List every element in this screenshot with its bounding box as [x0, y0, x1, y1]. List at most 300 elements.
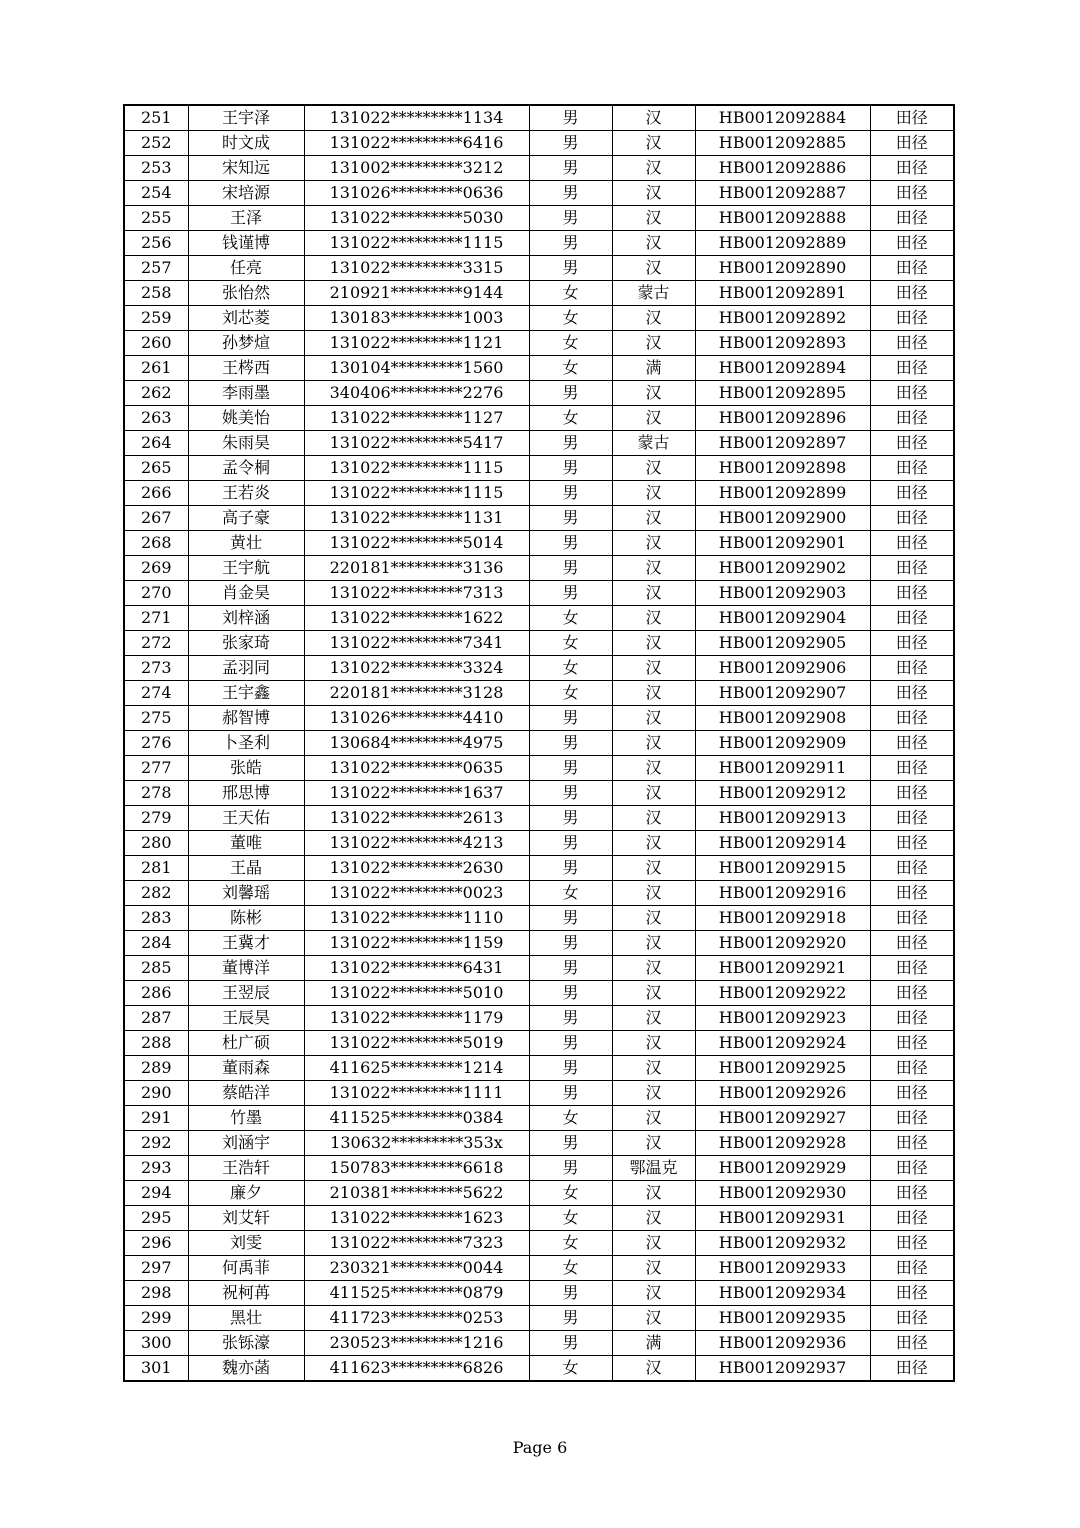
ethnicity-cell: 汉: [612, 756, 695, 781]
name-cell: 董博洋: [188, 956, 304, 981]
gender-cell: 女: [529, 1206, 612, 1231]
row-number: 278: [124, 781, 188, 806]
sport-cell: 田径: [870, 1006, 954, 1031]
gender-cell: 男: [529, 105, 612, 131]
gender-cell: 男: [529, 1006, 612, 1031]
gender-cell: 女: [529, 656, 612, 681]
table-row: [124, 456, 954, 481]
ethnicity-cell: 汉: [612, 1231, 695, 1256]
sport-cell: 田径: [870, 1131, 954, 1156]
registration-code-cell: HB0012092928: [695, 1131, 870, 1156]
registration-code-cell: HB0012092889: [695, 231, 870, 256]
name-cell: 卜圣利: [188, 731, 304, 756]
name-cell: 祝柯苒: [188, 1281, 304, 1306]
table-row: [124, 756, 954, 781]
page-number: Page 6: [512, 1438, 568, 1457]
row-number: 285: [124, 956, 188, 981]
sport-cell: 田径: [870, 231, 954, 256]
registration-code-cell: HB0012092909: [695, 731, 870, 756]
ethnicity-cell: 汉: [612, 181, 695, 206]
gender-cell: 男: [529, 256, 612, 281]
ethnicity-cell: 汉: [612, 981, 695, 1006]
id-number-cell: 131022*********6431: [304, 956, 529, 981]
gender-cell: 男: [529, 1306, 612, 1331]
sport-cell: 田径: [870, 1331, 954, 1356]
row-number: 277: [124, 756, 188, 781]
gender-cell: 男: [529, 156, 612, 181]
sport-cell: 田径: [870, 681, 954, 706]
gender-cell: 女: [529, 1106, 612, 1131]
id-number-cell: 131022*********0635: [304, 756, 529, 781]
gender-cell: 男: [529, 531, 612, 556]
id-number-cell: 131022*********1115: [304, 481, 529, 506]
gender-cell: 男: [529, 231, 612, 256]
gender-cell: 女: [529, 1356, 612, 1382]
gender-cell: 女: [529, 881, 612, 906]
id-number-cell: 230321*********0044: [304, 1256, 529, 1281]
row-number: 256: [124, 231, 188, 256]
ethnicity-cell: 鄂温克: [612, 1156, 695, 1181]
table-row: [124, 105, 954, 131]
name-cell: 黑壮: [188, 1306, 304, 1331]
table-row: [124, 231, 954, 256]
registration-code-cell: HB0012092906: [695, 656, 870, 681]
row-number: 275: [124, 706, 188, 731]
sport-cell: 田径: [870, 731, 954, 756]
name-cell: 邢思博: [188, 781, 304, 806]
registration-code-cell: HB0012092915: [695, 856, 870, 881]
sport-cell: 田径: [870, 1031, 954, 1056]
name-cell: 杜广硕: [188, 1031, 304, 1056]
name-cell: 张皓: [188, 756, 304, 781]
ethnicity-cell: 汉: [612, 656, 695, 681]
gender-cell: 男: [529, 506, 612, 531]
table-row: [124, 281, 954, 306]
sport-cell: 田径: [870, 1306, 954, 1331]
registration-code-cell: HB0012092894: [695, 356, 870, 381]
id-number-cell: 130632*********353x: [304, 1131, 529, 1156]
ethnicity-cell: 汉: [612, 1131, 695, 1156]
table-row: [124, 856, 954, 881]
name-cell: 董雨森: [188, 1056, 304, 1081]
id-number-cell: 340406*********2276: [304, 381, 529, 406]
registration-code-cell: HB0012092913: [695, 806, 870, 831]
id-number-cell: 131022*********2630: [304, 856, 529, 881]
ethnicity-cell: 汉: [612, 481, 695, 506]
sport-cell: 田径: [870, 281, 954, 306]
gender-cell: 女: [529, 406, 612, 431]
ethnicity-cell: 汉: [612, 731, 695, 756]
registration-code-cell: HB0012092922: [695, 981, 870, 1006]
sport-cell: 田径: [870, 931, 954, 956]
id-number-cell: 131022*********1159: [304, 931, 529, 956]
ethnicity-cell: 汉: [612, 906, 695, 931]
ethnicity-cell: 汉: [612, 931, 695, 956]
name-cell: 王冀才: [188, 931, 304, 956]
registration-code-cell: HB0012092914: [695, 831, 870, 856]
name-cell: 孟令桐: [188, 456, 304, 481]
name-cell: 刘梓涵: [188, 606, 304, 631]
row-number: 288: [124, 1031, 188, 1056]
name-cell: 魏亦菡: [188, 1356, 304, 1382]
row-number: 259: [124, 306, 188, 331]
ethnicity-cell: 汉: [612, 1281, 695, 1306]
name-cell: 高子豪: [188, 506, 304, 531]
name-cell: 李雨墨: [188, 381, 304, 406]
registration-code-cell: HB0012092921: [695, 956, 870, 981]
table-row: [124, 1056, 954, 1081]
name-cell: 廉夕: [188, 1181, 304, 1206]
id-number-cell: 150783*********6618: [304, 1156, 529, 1181]
sport-cell: 田径: [870, 256, 954, 281]
registration-code-cell: HB0012092899: [695, 481, 870, 506]
ethnicity-cell: 汉: [612, 1256, 695, 1281]
gender-cell: 男: [529, 1156, 612, 1181]
gender-cell: 男: [529, 706, 612, 731]
registration-code-cell: HB0012092892: [695, 306, 870, 331]
table-row: [124, 256, 954, 281]
ethnicity-cell: 汉: [612, 706, 695, 731]
sport-cell: 田径: [870, 1256, 954, 1281]
gender-cell: 男: [529, 431, 612, 456]
table-row: [124, 131, 954, 156]
id-number-cell: 131022*********1121: [304, 331, 529, 356]
name-cell: 张怡然: [188, 281, 304, 306]
table-row: [124, 1181, 954, 1206]
row-number: 260: [124, 331, 188, 356]
table-row: [124, 331, 954, 356]
registration-code-cell: HB0012092886: [695, 156, 870, 181]
name-cell: 时文成: [188, 131, 304, 156]
gender-cell: 男: [529, 906, 612, 931]
row-number: 271: [124, 606, 188, 631]
registration-code-cell: HB0012092907: [695, 681, 870, 706]
id-number-cell: 131022*********5417: [304, 431, 529, 456]
table-row: [124, 406, 954, 431]
name-cell: 任亮: [188, 256, 304, 281]
row-number: 276: [124, 731, 188, 756]
gender-cell: 女: [529, 331, 612, 356]
sport-cell: 田径: [870, 156, 954, 181]
gender-cell: 男: [529, 381, 612, 406]
registration-code-cell: HB0012092923: [695, 1006, 870, 1031]
ethnicity-cell: 汉: [612, 1206, 695, 1231]
gender-cell: 男: [529, 831, 612, 856]
table-row: [124, 631, 954, 656]
ethnicity-cell: 汉: [612, 1006, 695, 1031]
table-row: [124, 306, 954, 331]
ethnicity-cell: 汉: [612, 331, 695, 356]
table-row: [124, 606, 954, 631]
id-number-cell: 131022*********0023: [304, 881, 529, 906]
id-number-cell: 220181*********3128: [304, 681, 529, 706]
gender-cell: 男: [529, 931, 612, 956]
row-number: 286: [124, 981, 188, 1006]
table-row: [124, 681, 954, 706]
sport-cell: 田径: [870, 1231, 954, 1256]
sport-cell: 田径: [870, 631, 954, 656]
table-row: [124, 1106, 954, 1131]
ethnicity-cell: 蒙古: [612, 281, 695, 306]
id-number-cell: 131026*********0636: [304, 181, 529, 206]
sport-cell: 田径: [870, 331, 954, 356]
name-cell: 刘雯: [188, 1231, 304, 1256]
name-cell: 刘芯菱: [188, 306, 304, 331]
sport-cell: 田径: [870, 406, 954, 431]
gender-cell: 男: [529, 456, 612, 481]
row-number: 296: [124, 1231, 188, 1256]
registration-code-cell: HB0012092918: [695, 906, 870, 931]
name-cell: 王若炎: [188, 481, 304, 506]
table-row: [124, 381, 954, 406]
name-cell: 张家琦: [188, 631, 304, 656]
gender-cell: 男: [529, 756, 612, 781]
gender-cell: 女: [529, 1181, 612, 1206]
sport-cell: 田径: [870, 181, 954, 206]
gender-cell: 女: [529, 356, 612, 381]
ethnicity-cell: 汉: [612, 1306, 695, 1331]
id-number-cell: 411625*********1214: [304, 1056, 529, 1081]
registration-code-cell: HB0012092888: [695, 206, 870, 231]
id-number-cell: 130104*********1560: [304, 356, 529, 381]
registration-code-cell: HB0012092904: [695, 606, 870, 631]
registration-code-cell: HB0012092936: [695, 1331, 870, 1356]
ethnicity-cell: 汉: [612, 306, 695, 331]
table-row: [124, 981, 954, 1006]
ethnicity-cell: 汉: [612, 831, 695, 856]
registration-code-cell: HB0012092885: [695, 131, 870, 156]
ethnicity-cell: 满: [612, 356, 695, 381]
row-number: 281: [124, 856, 188, 881]
table-row: [124, 531, 954, 556]
gender-cell: 男: [529, 206, 612, 231]
id-number-cell: 131022*********1110: [304, 906, 529, 931]
row-number: 298: [124, 1281, 188, 1306]
table-row: [124, 356, 954, 381]
registration-code-cell: HB0012092912: [695, 781, 870, 806]
table-row: [124, 1256, 954, 1281]
ethnicity-cell: 汉: [612, 1356, 695, 1382]
sport-cell: 田径: [870, 381, 954, 406]
registration-code-cell: HB0012092884: [695, 105, 870, 131]
gender-cell: 男: [529, 731, 612, 756]
row-number: 293: [124, 1156, 188, 1181]
sport-cell: 田径: [870, 606, 954, 631]
sport-cell: 田径: [870, 906, 954, 931]
table-row: [124, 1206, 954, 1231]
ethnicity-cell: 汉: [612, 681, 695, 706]
table-row: [124, 1231, 954, 1256]
name-cell: 孟羽同: [188, 656, 304, 681]
name-cell: 肖金昊: [188, 581, 304, 606]
name-cell: 王梣西: [188, 356, 304, 381]
id-number-cell: 210921*********9144: [304, 281, 529, 306]
id-number-cell: 131022*********1179: [304, 1006, 529, 1031]
id-number-cell: 131022*********5030: [304, 206, 529, 231]
sport-cell: 田径: [870, 531, 954, 556]
ethnicity-cell: 汉: [612, 631, 695, 656]
ethnicity-cell: 汉: [612, 256, 695, 281]
registration-code-cell: HB0012092925: [695, 1056, 870, 1081]
row-number: 279: [124, 806, 188, 831]
registration-code-cell: HB0012092932: [695, 1231, 870, 1256]
table-row: [124, 781, 954, 806]
ethnicity-cell: 汉: [612, 556, 695, 581]
name-cell: 姚美怡: [188, 406, 304, 431]
sport-cell: 田径: [870, 1206, 954, 1231]
row-number: 257: [124, 256, 188, 281]
table-row: [124, 931, 954, 956]
row-number: 269: [124, 556, 188, 581]
table-row: [124, 556, 954, 581]
registration-code-cell: HB0012092916: [695, 881, 870, 906]
table-row: [124, 431, 954, 456]
row-number: 267: [124, 506, 188, 531]
registration-code-cell: HB0012092934: [695, 1281, 870, 1306]
table-row: [124, 731, 954, 756]
row-number: 297: [124, 1256, 188, 1281]
gender-cell: 男: [529, 556, 612, 581]
gender-cell: 男: [529, 806, 612, 831]
id-number-cell: 131022*********4213: [304, 831, 529, 856]
sport-cell: 田径: [870, 706, 954, 731]
id-number-cell: 131022*********1127: [304, 406, 529, 431]
sport-cell: 田径: [870, 581, 954, 606]
row-number: 255: [124, 206, 188, 231]
id-number-cell: 210381*********5622: [304, 1181, 529, 1206]
row-number: 287: [124, 1006, 188, 1031]
id-number-cell: 131022*********7313: [304, 581, 529, 606]
table-row: [124, 206, 954, 231]
id-number-cell: 131022*********2613: [304, 806, 529, 831]
sport-cell: 田径: [870, 431, 954, 456]
ethnicity-cell: 汉: [612, 856, 695, 881]
registration-code-cell: HB0012092926: [695, 1081, 870, 1106]
row-number: 290: [124, 1081, 188, 1106]
gender-cell: 女: [529, 606, 612, 631]
gender-cell: 男: [529, 981, 612, 1006]
name-cell: 刘馨瑶: [188, 881, 304, 906]
row-number: 258: [124, 281, 188, 306]
sport-cell: 田径: [870, 356, 954, 381]
ethnicity-cell: 汉: [612, 881, 695, 906]
gender-cell: 女: [529, 1231, 612, 1256]
table-row: [124, 1031, 954, 1056]
ethnicity-cell: 汉: [612, 1181, 695, 1206]
ethnicity-cell: 汉: [612, 581, 695, 606]
registration-code-cell: HB0012092908: [695, 706, 870, 731]
table-row: [124, 1306, 954, 1331]
id-number-cell: 131022*********7323: [304, 1231, 529, 1256]
id-number-cell: 411723*********0253: [304, 1306, 529, 1331]
registration-code-cell: HB0012092905: [695, 631, 870, 656]
row-number: 264: [124, 431, 188, 456]
row-number: 300: [124, 1331, 188, 1356]
sport-cell: 田径: [870, 1356, 954, 1382]
row-number: 263: [124, 406, 188, 431]
sport-cell: 田径: [870, 206, 954, 231]
name-cell: 刘涵宇: [188, 1131, 304, 1156]
gender-cell: 女: [529, 1256, 612, 1281]
name-cell: 朱雨昊: [188, 431, 304, 456]
name-cell: 钱谨博: [188, 231, 304, 256]
row-number: 295: [124, 1206, 188, 1231]
row-number: 274: [124, 681, 188, 706]
name-cell: 宋培源: [188, 181, 304, 206]
row-number: 280: [124, 831, 188, 856]
id-number-cell: 411525*********0879: [304, 1281, 529, 1306]
sport-cell: 田径: [870, 806, 954, 831]
sport-cell: 田径: [870, 556, 954, 581]
gender-cell: 女: [529, 631, 612, 656]
gender-cell: 女: [529, 306, 612, 331]
sport-cell: 田径: [870, 1106, 954, 1131]
gender-cell: 女: [529, 681, 612, 706]
sport-cell: 田径: [870, 756, 954, 781]
registration-code-cell: HB0012092935: [695, 1306, 870, 1331]
registration-code-cell: HB0012092897: [695, 431, 870, 456]
id-number-cell: 220181*********3136: [304, 556, 529, 581]
sport-cell: 田径: [870, 981, 954, 1006]
name-cell: 王宇鑫: [188, 681, 304, 706]
registration-code-cell: HB0012092887: [695, 181, 870, 206]
row-number: 283: [124, 906, 188, 931]
gender-cell: 男: [529, 1281, 612, 1306]
row-number: 291: [124, 1106, 188, 1131]
registration-code-cell: HB0012092891: [695, 281, 870, 306]
sport-cell: 田径: [870, 881, 954, 906]
sport-cell: 田径: [870, 1281, 954, 1306]
row-number: 270: [124, 581, 188, 606]
name-cell: 王宇航: [188, 556, 304, 581]
sport-cell: 田径: [870, 831, 954, 856]
ethnicity-cell: 汉: [612, 1031, 695, 1056]
sport-cell: 田径: [870, 131, 954, 156]
sport-cell: 田径: [870, 856, 954, 881]
row-number: 282: [124, 881, 188, 906]
name-cell: 董唯: [188, 831, 304, 856]
name-cell: 陈彬: [188, 906, 304, 931]
sport-cell: 田径: [870, 1181, 954, 1206]
sport-cell: 田径: [870, 105, 954, 131]
ethnicity-cell: 汉: [612, 1056, 695, 1081]
row-number: 253: [124, 156, 188, 181]
name-cell: 王天佑: [188, 806, 304, 831]
ethnicity-cell: 汉: [612, 206, 695, 231]
sport-cell: 田径: [870, 1156, 954, 1181]
sport-cell: 田径: [870, 781, 954, 806]
row-number: 252: [124, 131, 188, 156]
row-number: 301: [124, 1356, 188, 1382]
table-row: [124, 906, 954, 931]
gender-cell: 男: [529, 1131, 612, 1156]
registration-code-cell: HB0012092937: [695, 1356, 870, 1382]
registration-code-cell: HB0012092924: [695, 1031, 870, 1056]
table-row: [124, 956, 954, 981]
ethnicity-cell: 蒙古: [612, 431, 695, 456]
gender-cell: 女: [529, 281, 612, 306]
id-number-cell: 131022*********1637: [304, 781, 529, 806]
id-number-cell: 131022*********1111: [304, 1081, 529, 1106]
registration-code-cell: HB0012092895: [695, 381, 870, 406]
gender-cell: 男: [529, 131, 612, 156]
registration-code-cell: HB0012092911: [695, 756, 870, 781]
id-number-cell: 131022*********1115: [304, 456, 529, 481]
sport-cell: 田径: [870, 1081, 954, 1106]
sport-cell: 田径: [870, 956, 954, 981]
gender-cell: 男: [529, 1081, 612, 1106]
row-number: 273: [124, 656, 188, 681]
